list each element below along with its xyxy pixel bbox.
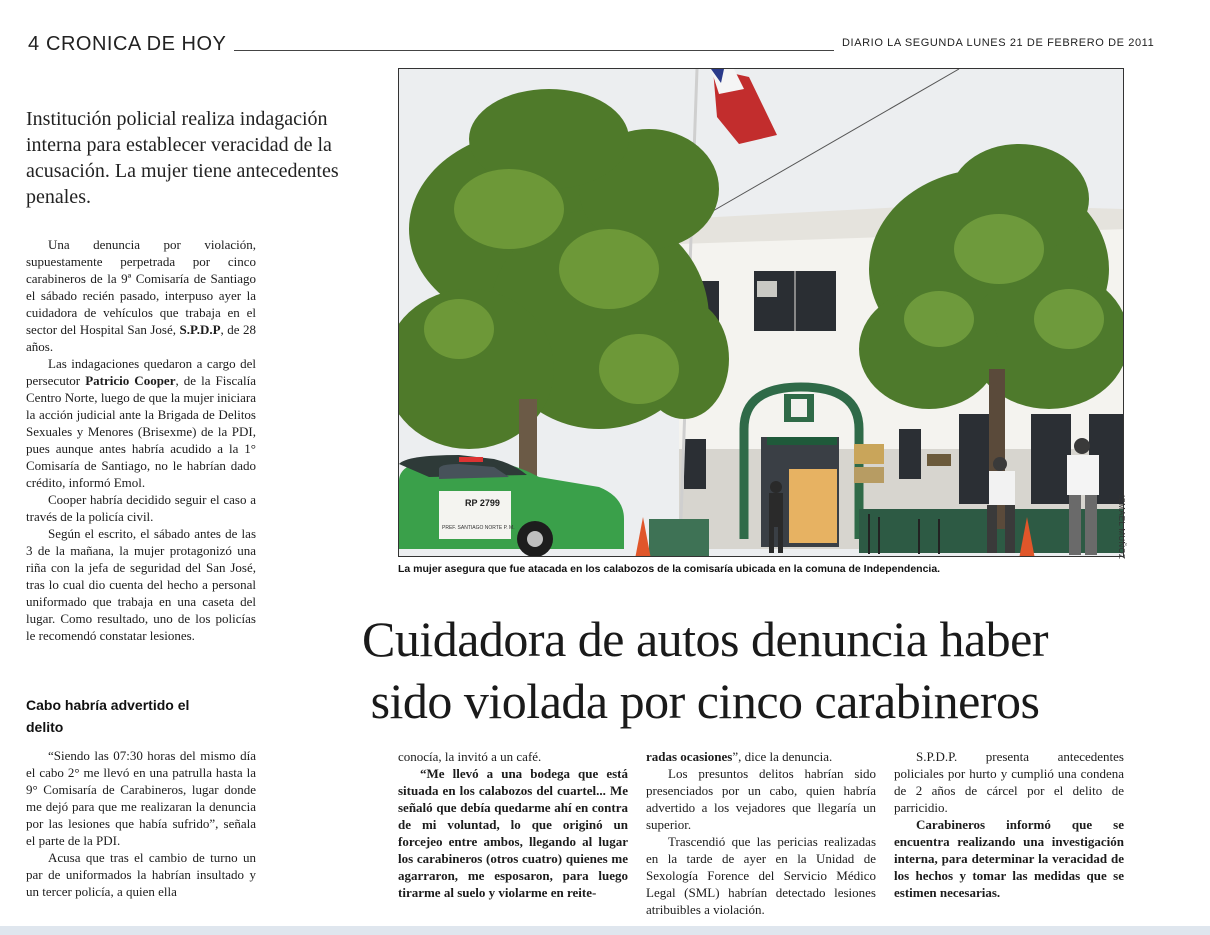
paragraph: conocía, la invitó a un café.	[398, 749, 542, 764]
dateline: DIARIO LA SEGUNDA LUNES 21 DE FEBRERO DE 2011	[842, 37, 1155, 49]
body-column-4	[894, 748, 1124, 901]
paragraph: “Siendo las 07:30 horas del mismo día el cabo 2° me llevó en una patrulla hasta la 9° Comisaría de Carabineros, lugar donde me dejó para que me realizaran la denuncia por las lesiones que había sufrido”, señala el parte de la PDI.	[26, 748, 256, 848]
paragraph: Una denuncia por violación, supuestamente perpetrada por cinco carabineros de la 9ª Comisaría de Santiago el sábado recién pasado, interpuso ayer la cuidadora de vehículos que trabaja en el sector del Hospital San José, S.P.D.P, de 28 años.	[26, 237, 256, 354]
car-door-text: PREF. SANTIAGO NORTE P. M.	[442, 525, 515, 531]
body-column-2	[398, 748, 628, 901]
scan-edge-strip	[0, 926, 1210, 935]
section-title: CRONICA DE HOY	[46, 33, 227, 55]
page-number: 4	[28, 33, 40, 55]
body-column-3	[646, 748, 876, 918]
paragraph: Según el escrito, el sábado antes de las 3 de la mañana, la mujer protagonizó una riña con la jefa de seguridad del San José, tras lo cual dio cuenta del hecho a personal uniformado que trabaja en una caseta del lugar. Como resultado, uno de los policías le recomendó constatar lesiones.	[26, 526, 256, 643]
photo-credit: ISMAEL MUÑOZ	[1117, 495, 1126, 560]
car-plate: RP 2799	[465, 498, 500, 508]
paragraph: “Me llevó a una bodega que está situada en los calabozos del cuartel... Me señaló que debía quedarme ahí en contra de mi voluntad, lo que originó un forcejeo entre ambos, llegando al lugar los carabineros (otros cuatro) quienes me agarraron, me esposaron, para luego tirarme al suelo y violarme en reite-	[398, 766, 628, 900]
news-photo	[398, 68, 1126, 560]
headline-line: sido violada por cinco carabineros	[370, 673, 1040, 729]
paragraph: Cooper habría decidido seguir el caso a través de la policía civil.	[26, 492, 256, 524]
photo-caption: La mujer asegura que fue atacada en los calabozos de la comisaría ubicada en la comuna de Independencia.	[398, 563, 941, 575]
paragraph: Los presuntos delitos habrían sido presenciados por un cabo, quien habría advertido a los vejadores que llegaría un superior.	[646, 766, 876, 832]
paragraph: radas ocasiones”, dice la denuncia.	[646, 749, 833, 764]
article-deck: Institución policial realiza indagación interna para establecer veracidad de la acusación. La mujer tiene antecedentes penales.	[26, 108, 339, 208]
subheading: Cabo habría advertido el delito	[26, 697, 190, 735]
body-column-1	[26, 236, 256, 644]
header-rule	[234, 50, 834, 51]
paragraph: Carabineros informó que se encuentra realizando una investigación interna, para determinar la veracidad de los hechos y tomar las medidas que se estimen necesarias.	[894, 817, 1124, 900]
headline-line: Cuidadora de autos denuncia haber	[361, 611, 1048, 667]
paragraph: Trascendió que las pericias realizadas en la tarde de ayer en la Unidad de Sexología Forence del Servicio Médico Legal (SML) habrían detectado lesiones atribuibles a violación.	[646, 834, 876, 917]
paragraph: S.P.D.P. presenta antecedentes policiales por hurto y cumplió una condena de 2 años de cárcel por el delito de parricidio.	[894, 749, 1124, 815]
paragraph: Las indagaciones quedaron a cargo del persecutor Patricio Cooper, de la Fiscalía Centro Norte, luego de que la mujer iniciara la acción judicial ante la Brigada de Delitos Sexuales y Menores (Brisexme) de la PDI, pues aunque antes habría acudido a la 1° Comisaría de Santiago, no le habrían dado crédito, informó Emol.	[26, 356, 256, 490]
body-column-1-continued	[26, 747, 256, 900]
paragraph: Acusa que tras el cambio de turno un par de uniformados la habrían insultado y un tercer policía, a quien ella	[26, 850, 256, 899]
headline	[260, 608, 1150, 732]
